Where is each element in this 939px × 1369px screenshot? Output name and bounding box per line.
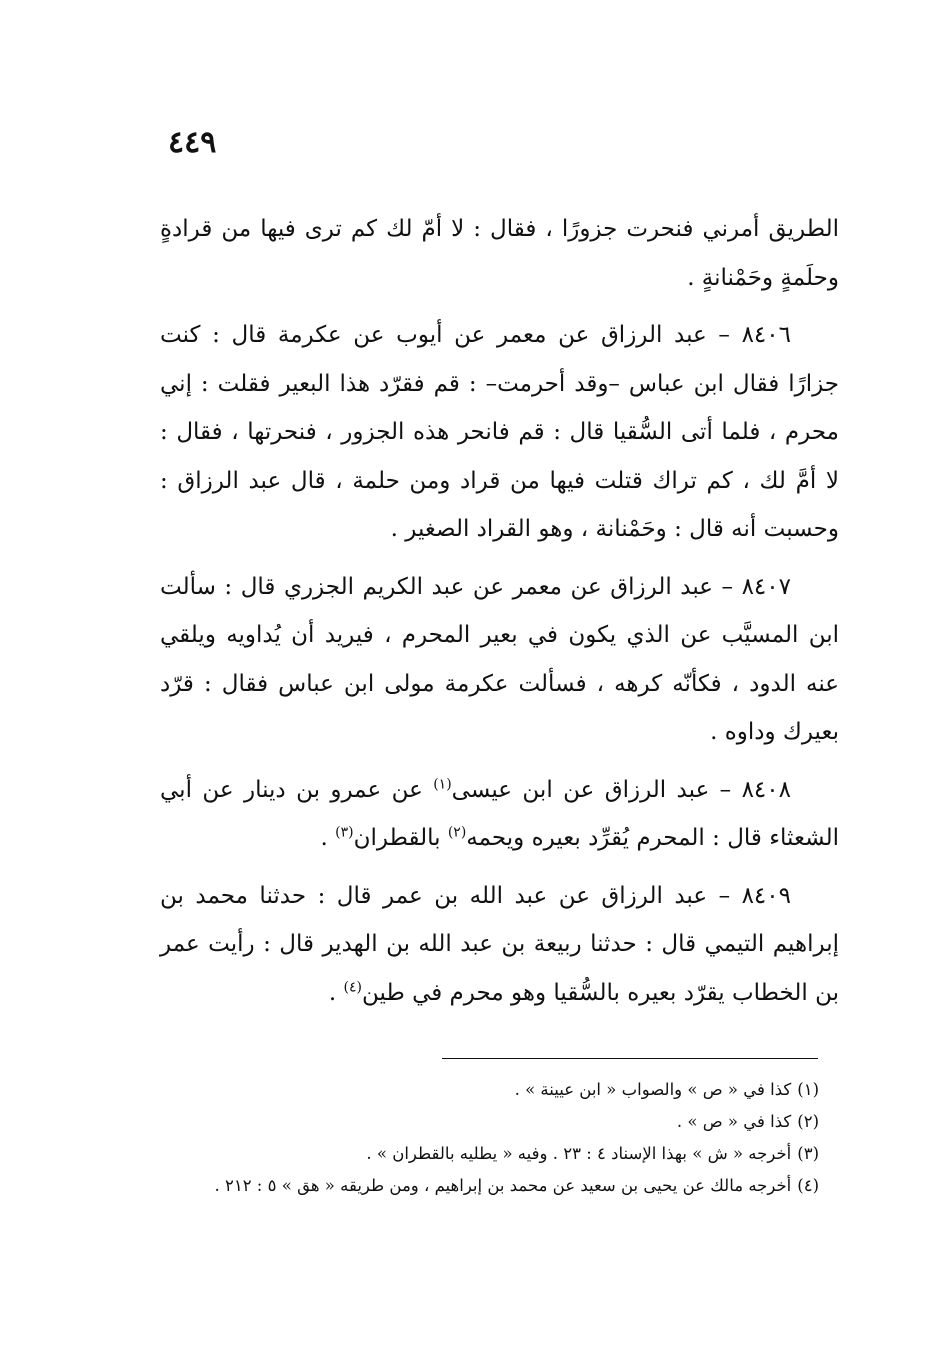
- hadith-8409-text-b: .: [328, 979, 344, 1006]
- hadith-8408: [160, 766, 839, 863]
- hadith-8408-text-c: بالقطران: [353, 825, 448, 851]
- footnote-text: كذا في « ص » .: [676, 1112, 792, 1131]
- hadith-8408-text-a: ٨٤٠٨ – عبد الرزاق عن ابن عيسى: [451, 776, 791, 803]
- footnote-3: [150, 1138, 819, 1170]
- footnote-ref-4: (٤): [343, 978, 363, 995]
- hadith-8408-text-d: .: [320, 825, 336, 851]
- footnote-number: (٢): [797, 1112, 819, 1131]
- footnote-number: (٤): [797, 1176, 819, 1195]
- footnote-number: (١): [797, 1080, 819, 1099]
- hadith-8409-text-a: ٨٤٠٩ – عبد الرزاق عن عبد الله بن عمر قال : حدثنا محمد بن إبراهيم التيمي قال : حدثنا ربيعة بن عبد الله بن الهدير قال : رأيت عمر بن الخطاب يقرّد بعيره بالسُّقيا وهو محرم في طين: [160, 882, 839, 1006]
- footnote-text: أخرجه « ش » بهذا الإسناد ٤ : ٢٣ . وفيه « يطليه بالقطران » .: [366, 1144, 792, 1163]
- footnote-divider: [442, 1058, 818, 1059]
- paragraph-continuation: الطريق أمرني فنحرت جزورًا ، فقال : لا أمّ لك كم ترى فيها من قرادةٍ وحلَمةٍ وحَمْنانةٍ .: [160, 216, 839, 291]
- footnote-number: (٣): [797, 1144, 819, 1163]
- footnote-text: كذا في « ص » والصواب « ابن عيينة » .: [514, 1080, 792, 1099]
- footnote-text: أخرجه مالك عن يحيى بن سعيد عن محمد بن إبراهيم ، ومن طريقه « هق » ٥ : ٢١٢ .: [214, 1176, 792, 1195]
- hadith-8407: ٨٤٠٧ – عبد الرزاق عن معمر عن عبد الكريم الجزري قال : سألت ابن المسيَّب عن الذي يكون في بعير المحرم ، فيريد أن يُداويه ويلقي عنه الدود ، فكأنّه كرهه ، فسألت عكرمة مولى ابن عباس فقال : قرّد بعيرك وداوه .: [160, 573, 839, 745]
- footnote-1: [150, 1074, 819, 1106]
- footnote-4: [150, 1170, 819, 1202]
- body-text: [160, 205, 839, 1017]
- hadith-8408-text-b: عن عمرو بن دينار عن أبي الشعثاء قال : المحرم يُقرِّد بعيره ويحمه: [160, 776, 839, 851]
- footnote-ref-1: (١): [433, 775, 452, 792]
- footnotes: [150, 1074, 819, 1202]
- hadith-8409: [160, 872, 839, 1018]
- footnote-ref-2: (٢): [447, 824, 467, 841]
- footnote-2: [150, 1106, 819, 1138]
- footnote-ref-3: (٣): [335, 824, 354, 841]
- hadith-8406: ٨٤٠٦ – عبد الرزاق عن معمر عن أيوب عن عكرمة قال : كنت جزارًا فقال ابن عباس –وقد أحرمت– : قم فقرّد هذا البعير فقلت : إني محرم ، فلما أتى السُّقيا قال : قم فانحر هذه الجزور ، فنحرتها ، فقال : لا أمَّ لك ، كم تراك قتلت فيها من قراد ومن حلمة ، قال عبد الرزاق : وحسبت أنه قال : وحَمْنانة ، وهو القراد الصغير .: [160, 322, 839, 542]
- page-number: ٤٤٩: [168, 125, 217, 160]
